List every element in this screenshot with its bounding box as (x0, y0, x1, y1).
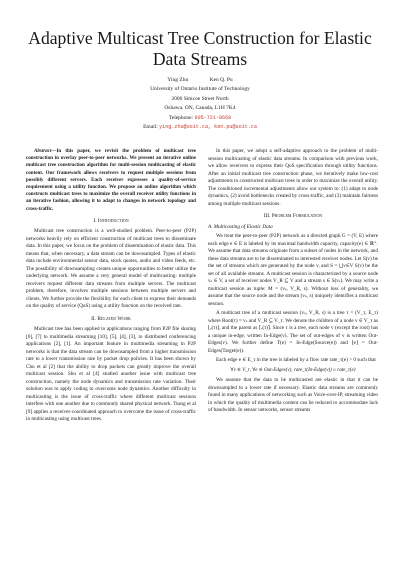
telephone-line (40, 114, 360, 123)
email-label: Email: (143, 124, 158, 131)
telephone-number: 905-721-8668 (194, 114, 232, 121)
author-names (40, 76, 360, 85)
email-addresses: ying.zhu@uoit.ca, ken.pu@uoit.ca (159, 124, 257, 131)
subsection-heading: A. Multicasting of Elastic Data (208, 223, 273, 230)
abstract-lead: Abstract (34, 148, 52, 154)
email-line (40, 123, 360, 132)
right-column (208, 148, 378, 417)
author-name: Ying Zhu (167, 77, 189, 83)
street-address: 2000 Simcoe Street North (171, 95, 229, 102)
author-block (40, 76, 360, 132)
paragraph: We treat the peer-to-peer (P2P) network as a directed graph G = (V, E) where each edge e ∈ E is labeled by its maximal bandwidth capacity, capacity(e) ∈ ℝ⁺. We assume that data streams originate from a subset of nodes in the network, and these data streams are to be disseminated to interested receiver nodes. Let S(v) be the set of streams which are generated by the node v, and S = ⋃v∈V S(v) be the set of all available streams. A multicast session is characterized by a source node vₛ ∈ V, a set of receiver nodes V_R ⊆ V and a stream s ∈ S(vₛ). We may write a multicast session as tuple: M = (vₛ, V_R, s). Without loss of generality, we assume that the source node and the stream (vₛ, s) uniquely identifies a multicast session. (208, 233, 378, 307)
paper-title: Adaptive Multicast Tree Construction for Elastic Data Streams (28, 28, 372, 69)
left-column (26, 148, 196, 426)
section-heading-introduction: I. Introduction (93, 217, 129, 224)
paragraph: In this paper, we adopt a self-adaptive approach to the problem of multi-session multicasting of elastic data streams. In comparison with previous work, we allow receivers to express their QoS specification through utility functions. After an initial multicast tree construction phase, we iteratively make low-cost adjustments to constructed multicast trees in order to maximize the overall utility. The conditioned incremental adjustments allow our system to: (1) adapt to node dynamics, (2) avoid bottlenecks created by cross-traffic, and (3) maintain fairness among multiple multicast sessions. (208, 148, 378, 207)
paragraph: We assume that the data to be multicasted are elastic in that it can be downsampled to a lower rate if necessary. Elastic data streams are commonly found in many applications of networking such as Voice-over-IP, streaming video in which the quality of multimedia content can be reduced to accommodate lack of bandwidth. In sensor networks, sensor streams (208, 377, 378, 413)
paragraph: Multicast tree has been applied to applications ranging from P2P file sharing [6], [7] to multimedia streaming [10], [5], [4], [3], to distributed conferencing applications [2], [1]. An important feature in multimedia streaming in P2P networks is that the data stream can be downsampled from a higher transmission rate to a lower transmission rate by packet drop policies. It has been shown by Chu et al [2] that the ability to drop packets can greatly improve the overall multicast session. Shu et al [4] studied another issue with multicast tree construction, namely the node dynamics and transmission rate variation. Their solution was to apply coding to overcome node dynamics. Another difficulty in multicasting is the issue of cross-traffic where different multicast sessions interfere with one another due to commonly shared physical network. Tsang et al [9] applies a receiver-coordinated approach to overcome the issue of cross-traffic in multicasting using multicast trees. (26, 326, 196, 423)
paragraph: A multicast tree of a multicast session (vₛ, V_R, s) is a tree τ = (V_τ, E_τ) where Root(τ) = vₛ and V_R ⊆ V_τ. We denote the children of a node v ∈ V_τ as ⌊ᵥ(τ)⌋, and the parent as ⌈ᵥ(τ)⌉. Since τ is a tree, each node v (except the root) has a unique in-edge, written In-Edge(v). The set of out-edges of v is written Out-Edges(v). We further define T(e) = In-Edge(Source(e)) and ⌊e⌋ = Out-Edges(Target(e)). (208, 310, 378, 354)
city-address: Oshawa, ON, Canada, L1H 7K4 (164, 105, 236, 112)
affiliation: University of Ontario Institute of Technology (150, 86, 250, 93)
section-heading-related-work: II. Related Work (91, 315, 131, 322)
paragraph: Multicast tree construction is a well-studied problem. Peer-to-peer (P2P) networks heavily rely on efficient construction of multicast trees to disseminate data. In this paper, we focus on the problem of dissemination of elastic data. This means that, when necessary, a data stream can be downsampled. Types of elastic data include environmental sensor data, stock quotes, audio and video feeds, etc. The possibility of downsampling creates unique opportunities to better utilize the underlying network. We assume a very general model of multicasting: multiple receivers request different data streams from multiple servers. The multicast problem, therefore, involves multiple sessions between multiple servers and clients. We further provide the flexibility for each client to express their demands on the quality of service (QoS) using a utility function on the received rate. (26, 228, 196, 310)
paragraph: Each edge e ∈ E_τ in the tree is labeled by a flow rate rate_τ(e) > 0 such that (216, 357, 376, 363)
section-heading-problem-formulation: III. Problem Formulation (263, 213, 323, 219)
author-name: Ken Q. Pu (209, 77, 233, 83)
equation: ∀v ∈ V_τ, ∀e ∈ Out-Edges(v), rate_τ(In-Edge(v)) ≥ rate_τ(e) (230, 366, 356, 373)
telephone-label: Telephone: (168, 114, 194, 121)
abstract (26, 148, 196, 213)
abstract-text: —In this paper, we revisit the problem of multicast tree construction in overlay peer-to-peer networks. We present an iterative online multicast tree construction algorithm for multi-session multicasting of elastic content. Our framework allows receivers to request multiple sessions from possibly different servers. Each receiver expresses a quality-of-service requirement using a utility function. We propose an online algorithm which constructs multicast trees to maximize the overall receiver utility functions in an iterative fashion, allowing it to adapt to changes in network topology and cross-traffic. (26, 148, 196, 212)
